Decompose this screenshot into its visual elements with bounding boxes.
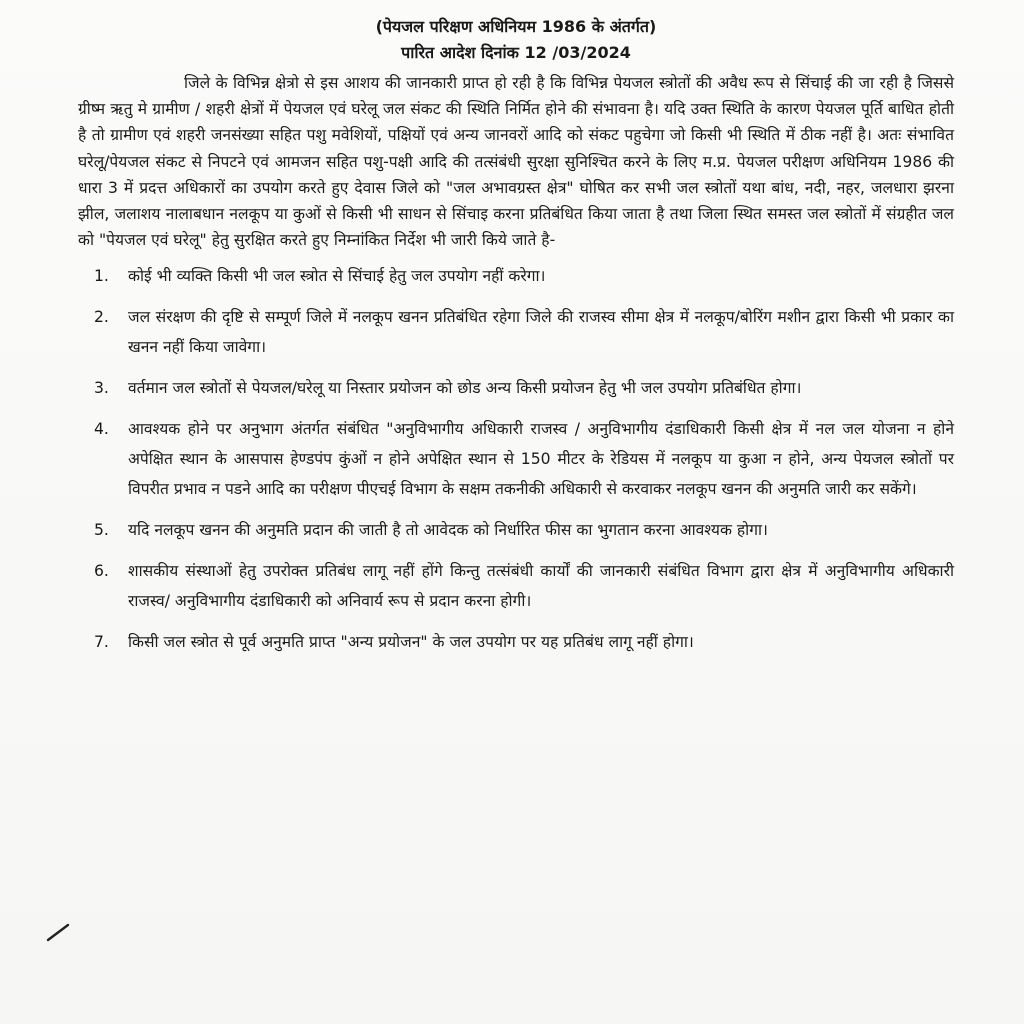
directive-number: 2. xyxy=(94,308,109,327)
directive-item xyxy=(94,373,954,403)
directive-number: 6. xyxy=(94,562,109,581)
directive-text: आवश्यक होने पर अनुभाग अंतर्गत संबंधित "अनुविभागीय अधिकारी राजस्व / अनुविभागीय दंडाधिकारी किसी क्षेत्र में नल जल योजना न होने अपेक्षित स्थान के आसपास हेण्डपंप कुंओं न होने अपेक्षित स्थान से 150 मीटर के रेडियस में नलकूप या कुआ न होने, अन्य पेयजल स्त्रोतों पर विपरीत प्रभाव न पडने आदि का परीक्षण पीएचई विभाग के सक्षम तकनीकी अधिकारी से करवाकर नलकूप खनन की अनुमति जारी कर सकेंगे। xyxy=(128,420,954,499)
directive-text: किसी जल स्त्रोत से पूर्व अनुमति प्राप्त "अन्य प्रयोजन" के जल उपयोग पर यह प्रतिबंध लागू नहीं होगा। xyxy=(128,633,694,652)
intro-paragraph: जिले के विभिन्न क्षेत्रो से इस आशय की जानकारी प्राप्त हो रही है कि विभिन्न पेयजल स्त्रोतों की अवैध रूप से सिंचाई की जा रही है जिससे ग्रीष्म ऋतु मे ग्रामीण / शहरी क्षेत्रों में पेयजल एवं घरेलू जल संकट की स्थिति निर्मित होने की संभावना है। यदि उक्त स्थिति के कारण पेयजल पूर्ति बाधित होती है तो ग्रामीण एवं शहरी जनसंख्या सहित पशु मवेशियों, पक्षियों एवं अन्य जानवरों आदि को संकट पहुचेगा जो किसी भी स्थिति में ठीक नहीं है। अतः संभावित घरेलू/पेयजल संकट से निपटने एवं आमजन सहित पशु-पक्षी आदि की तत्संबंधी सुरक्षा सुनिश्चित करने के लिए म.प्र. पेयजल परीक्षण अधिनियम 1986 की धारा 3 में प्रदत्त अधिकारों का उपयोग करते हुए देवास जिले को "जल अभावग्रस्त क्षेत्र" घोषित कर सभी जल स्त्रोतों यथा बांध, नदी, नहर, जलधारा झरना झील, जलाशय नालाबधान नलकूप या कुओं से किसी भी साधन से सिंचाइ करना प्रतिबंधित किया जाता है तथा जिला स्थित समस्त जल स्त्रोतों में संग्रहीत जल को "पेयजल एवं घरेलू" हेतु सुरक्षित करते हुए निम्नांकित निर्देश भी जारी किये जाते है- xyxy=(78,74,954,250)
directive-item xyxy=(94,627,954,657)
directive-text: कोई भी व्यक्ति किसी भी जल स्त्रोत से सिंचाई हेतु जल उपयोग नहीं करेगा। xyxy=(128,267,546,286)
directive-text: जल संरक्षण की दृष्टि से सम्पूर्ण जिले में नलकूप खनन प्रतिबंधित रहेगा जिले की राजस्व सीमा क्षेत्र में नलकूप/बोरिंग मशीन द्वारा किसी भी प्रकार का खनन नहीं किया जावेगा। xyxy=(128,308,954,357)
directive-number: 7. xyxy=(94,633,109,652)
directive-number: 3. xyxy=(94,379,109,398)
directive-text: वर्तमान जल स्त्रोतों से पेयजल/घरेलू या निस्तार प्रयोजन को छोड अन्य किसी प्रयोजन हेतु भी जल उपयोग प्रतिबंधित होगा। xyxy=(128,379,802,398)
directive-item xyxy=(94,302,954,362)
directive-number: 5. xyxy=(94,521,109,540)
order-date: पारित आदेश दिनांक 12 /03/2024 xyxy=(401,43,631,62)
directive-text: शासकीय संस्थाओं हेतु उपरोक्त प्रतिबंध लागू नहीं होंगे किन्तु तत्संबंधी कार्यों की जानकारी संबंधित विभाग द्वारा क्षेत्र में अनुविभागीय अधिकारी राजस्व/ अनुविभागीय दंडाधिकारी को अनिवार्य रूप से प्रदान करना होगी। xyxy=(128,562,955,611)
pen-tick-mark-icon xyxy=(46,922,72,942)
directive-item xyxy=(94,515,954,545)
directive-text: यदि नलकूप खनन की अनुमति प्रदान की जाती है तो आवेदक को निर्धारित फीस का भुगतान करना आवश्यक होगा। xyxy=(128,521,768,540)
directive-item xyxy=(94,556,954,616)
document-subtitle: (पेयजल परिक्षण अधिनियम 1986 के अंतर्गत) xyxy=(375,17,657,36)
directive-item xyxy=(94,414,954,504)
directive-item xyxy=(94,261,954,291)
directive-number: 4. xyxy=(94,420,109,439)
directive-number: 1. xyxy=(94,267,109,286)
directives-list xyxy=(78,261,954,657)
